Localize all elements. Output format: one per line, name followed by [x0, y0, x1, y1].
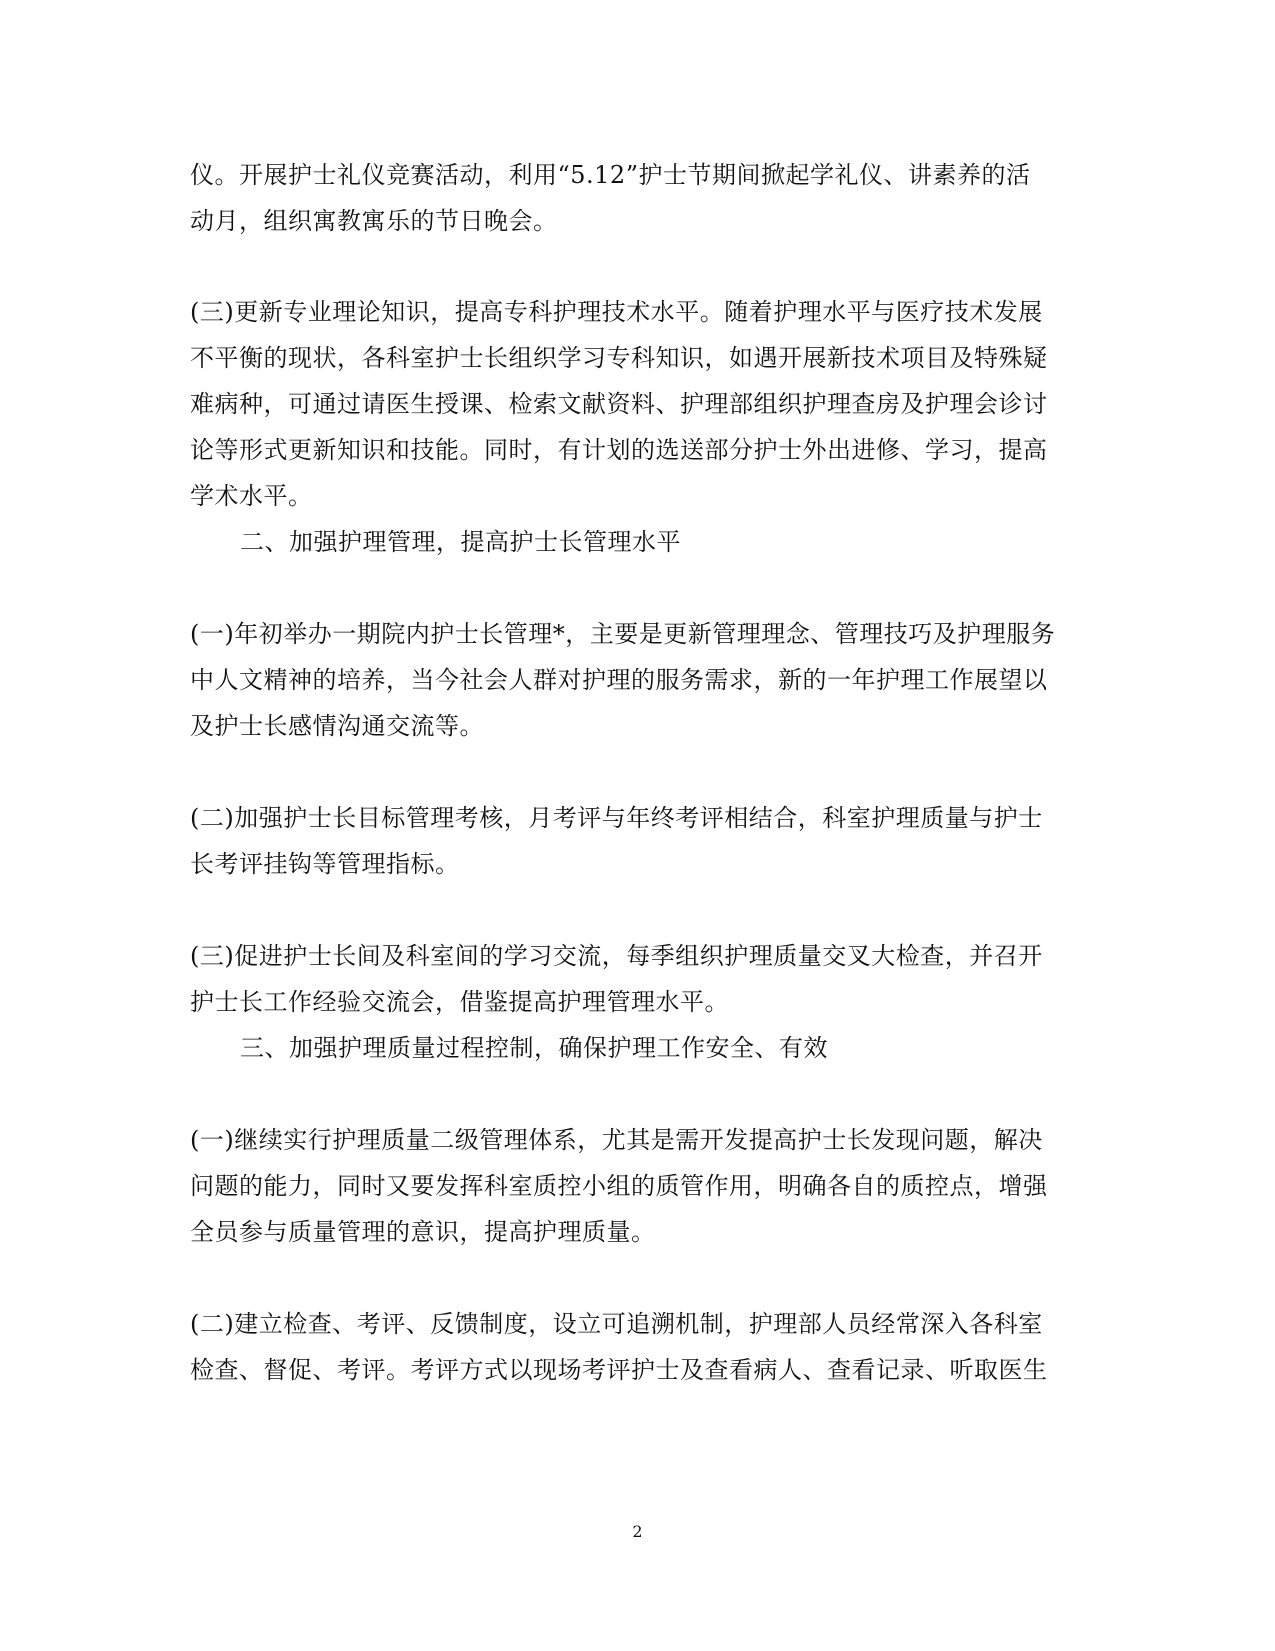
text-line: (一)继续实行护理质量二级管理体系，尤其是需开发提高护士长发现问题，解决	[190, 1126, 1043, 1154]
text-line: 仪。开展护士礼仪竞赛活动，利用“5.12”护士节期间掀起学礼仪、讲素养的活	[190, 161, 1031, 189]
text-line: 动月，组织寓教寓乐的节日晚会。	[190, 207, 558, 235]
text-line: 中人文精神的培养，当今社会人群对护理的服务需求，新的一年护理工作展望以	[190, 666, 1048, 694]
text-line: 不平衡的现状，各科室护士长组织学习专科知识，如遇开展新技术项目及特殊疑	[190, 344, 1048, 372]
text-line: 全员参与质量管理的意识，提高护理质量。	[190, 1218, 656, 1246]
text-line: (三)促进护士长间及科室间的学习交流，每季组织护理质量交叉大检查，并召开	[190, 942, 1043, 970]
text-line: 护士长工作经验交流会，借鉴提高护理管理水平。	[190, 988, 729, 1016]
text-line: (三)更新专业理论知识，提高专科护理技术水平。随着护理水平与医疗技术发展	[190, 298, 1043, 326]
page-number: 2	[632, 1522, 643, 1541]
text-line: (一)年初举办一期院内护士长管理*，主要是更新管理理念、管理技巧及护理服务	[190, 620, 1056, 648]
text-line: 论等形式更新知识和技能。同时，有计划的选送部分护士外出进修、学习，提高	[190, 436, 1048, 464]
text-line: (二)建立检查、考评、反馈制度，设立可追溯机制，护理部人员经常深入各科室	[190, 1310, 1043, 1338]
section-heading: 二、加强护理管理，提高护士长管理水平	[240, 528, 681, 556]
text-line: 长考评挂钩等管理指标。	[190, 850, 460, 878]
text-line: 检查、督促、考评。考评方式以现场考评护士及查看病人、查看记录、听取医生	[190, 1356, 1048, 1384]
text-line: 及护士长感情沟通交流等。	[190, 712, 484, 740]
text-line: 学术水平。	[190, 482, 313, 510]
text-line: 问题的能力，同时又要发挥科室质控小组的质管作用，明确各自的质控点，增强	[190, 1172, 1048, 1200]
section-heading: 三、加强护理质量过程控制，确保护理工作安全、有效	[240, 1034, 828, 1062]
text-line: 难病种，可通过请医生授课、检索文献资料、护理部组织护理查房及护理会诊讨	[190, 390, 1048, 418]
text-line: (二)加强护士长目标管理考核，月考评与年终考评相结合，科室护理质量与护士	[190, 804, 1043, 832]
